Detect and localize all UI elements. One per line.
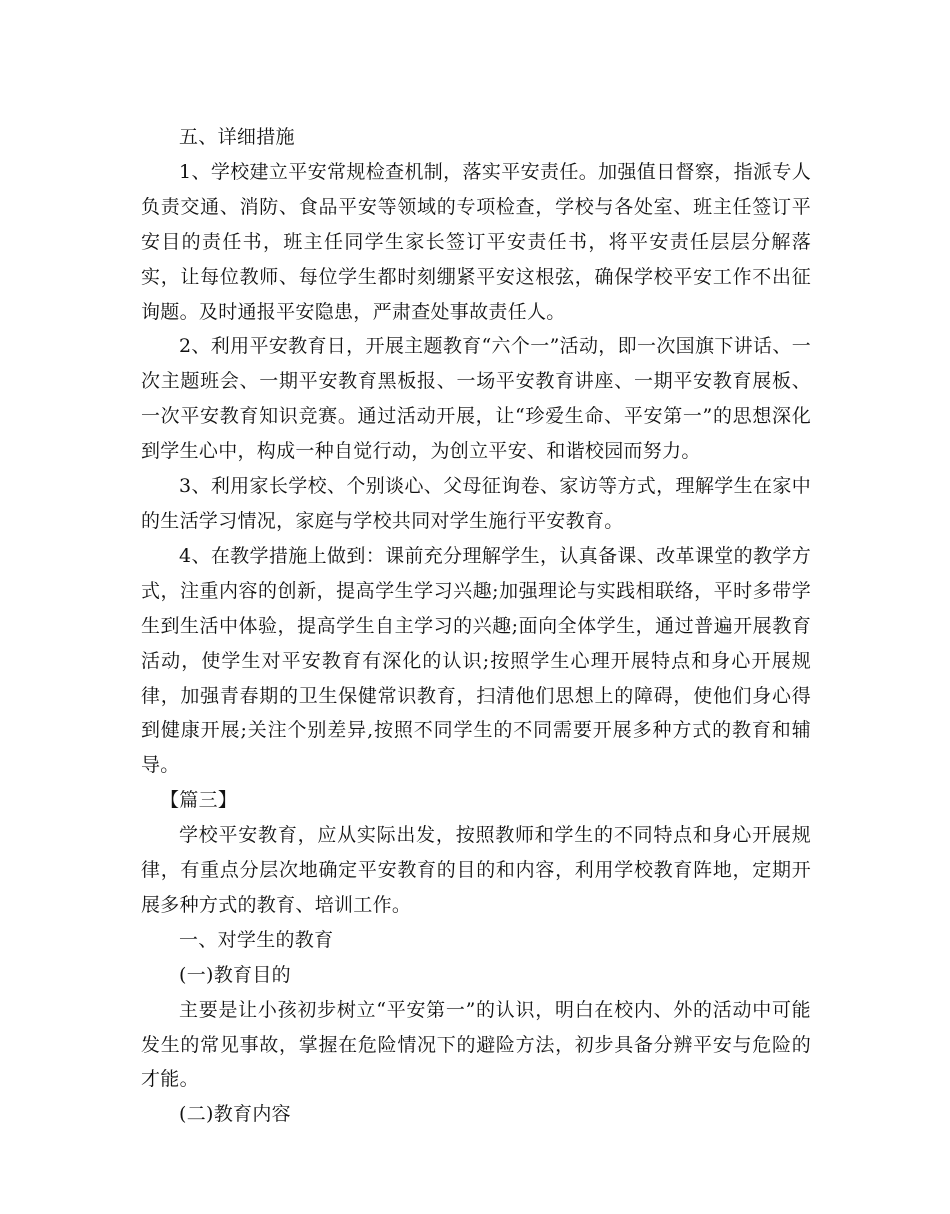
section-heading-measures: 五、详细措施 [179,126,295,148]
paragraph-measure-2: 2、利用平安教育日，开展主题教育“六个一”活动，即一次国旗下讲话、一次主题班会、一期平安教育黑板报、一场平安教育讲座、一期平安教育展板、一次平安教育知识竞赛。通过活动开展，让“珍爱生命、平安第一”的思想深化到学生心中，构成一种自觉行动，为创立平安、和谐校园而努力。 [141,335,811,463]
paragraph-measure-1: 1、学校建立平安常规检查机制，落实平安责任。加强值日督察，指派专人负责交通、消防、食品平安等领域的专项检查，学校与各处室、班主任签订平安目的责任书，班主任同学生家长签订平安责任书，将平安责任层层分解落实，让每位教师、每位学生都时刻绷紧平安这根弦，确保学校平安工作不出征询题。及时通报平安隐患，严肃查处事故责任人。 [141,160,811,323]
subsection-heading-purpose: (一)教育目的 [179,963,291,986]
section-heading-student-education: 一、对学生的教育 [179,928,334,951]
chapter-heading-part-three: 【篇三】 [160,789,238,812]
document-body [141,120,811,1132]
paragraph-purpose: 主要是让小孩初步树立“平安第一”的认识，明白在校内、外的活动中可能发生的常见事故，掌握在危险情况下的避险方法，初步具备分辨平安与危险的才能。 [141,998,811,1091]
paragraph-intro: 学校平安教育，应从实际出发，按照教师和学生的不同特点和身心开展规律，有重点分层次地确定平安教育的目的和内容，利用学校教育阵地，定期开展多种方式的教育、培训工作。 [141,824,811,916]
paragraph-measure-3: 3、利用家长学校、个别谈心、父母征询卷、家访等方式，理解学生在家中的生活学习情况，家庭与学校共同对学生施行平安教育。 [141,475,811,532]
subsection-heading-content: (二)教育内容 [179,1103,291,1126]
paragraph-measure-4: 4、在教学措施上做到：课前充分理解学生，认真备课、改革课堂的教学方式，注重内容的创新，提高学生学习兴趣;加强理论与实践相联络，平时多带学生到生活中体验，提高学生自主学习的兴趣;面向全体学生，通过普遍开展教育活动，使学生对平安教育有深化的认识;按照学生心理开展特点和身心开展规律，加强青春期的卫生保健常识教育，扫清他们思想上的障碍，使他们身心得到健康开展;关注个别差异,按照不同学生的不同需要开展多种方式的教育和辅导。 [141,544,811,777]
